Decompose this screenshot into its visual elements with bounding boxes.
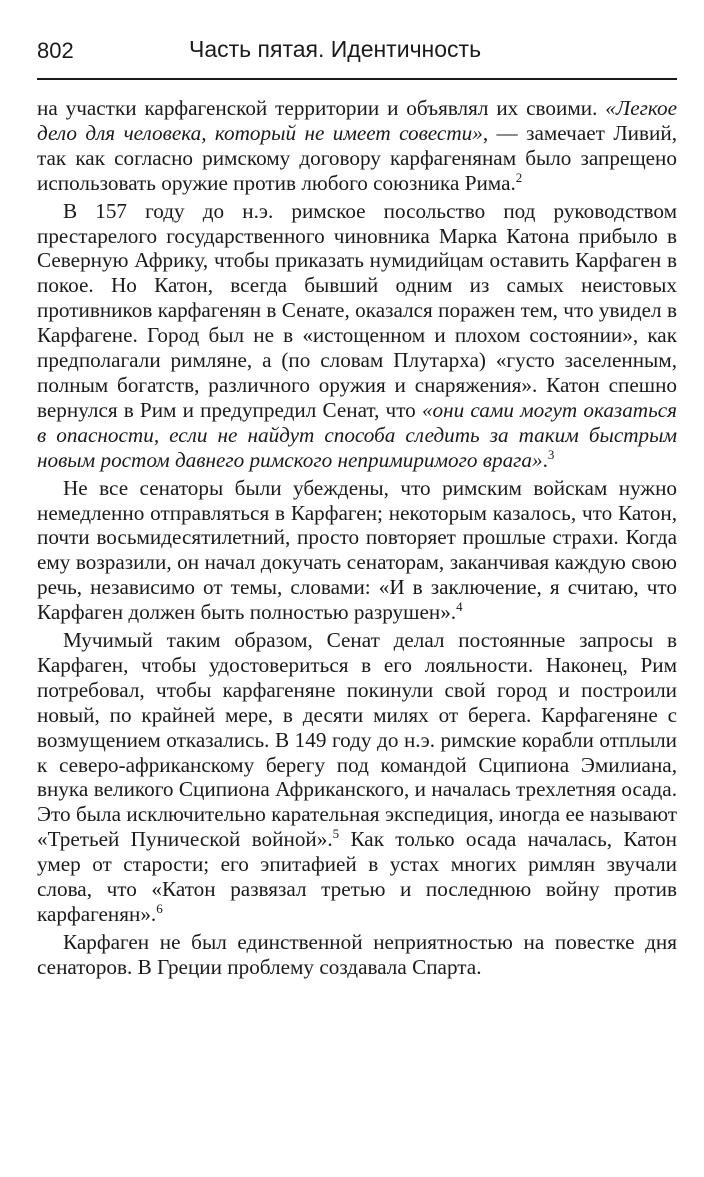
paragraph	[37, 96, 677, 196]
text-run: Не все сенаторы были убеждены, что римским войскам нужно немедленно отправляться в Карфаген; некоторым казалось, что Катон, почти восьмидесятилетний, просто повторяет прошлые страхи. Когда ему возразили, он начал докучать сенаторам, заканчивая каждую свою речь, независимо от темы, словами: «И в заключение, я считаю, что Карфаген должен быть полностью разрушен».	[37, 475, 677, 625]
footnote-marker: 6	[156, 900, 163, 916]
footnote-marker: 4	[456, 599, 463, 615]
paragraph	[37, 199, 677, 473]
paragraph	[37, 628, 677, 927]
text-run: .	[542, 447, 548, 472]
page-header	[37, 34, 677, 74]
text-run: Мучимый таким образом, Сенат делал постоянные запросы в Карфаген, чтобы удостовериться в его лояльности. Наконец, Рим потребовал, чтобы карфагеняне покинули свой город и построили новый, по крайней мере, в десяти милях от берега. Карфагеняне с возмущением отказались. В 149 году до н.э. римские корабли отплыли к северо-африканскому берегу под командой Сципиона Эмилиана, внука великого Сципиона Африканского, и началась трехлетняя осада. Это была исключительно карательная экспедиция, иногда ее называют «Третьей Пунической войной».	[37, 628, 677, 852]
footnote-marker: 5	[332, 826, 340, 842]
text-run: Как только осада началась, Катон умер от старости; его эпитафией в устах многих римлян звучали слова, что «Катон развязал третью и последнюю войну против карфагенян».	[37, 827, 677, 926]
footnote-marker: 2	[515, 169, 523, 185]
running-head: Часть пятая. Идентичность	[189, 36, 482, 62]
paragraph	[37, 476, 677, 625]
italic-quote: «Легкое дело для человека, который не имеет совести»	[37, 96, 677, 145]
text-run: В 157 году до н.э. римское посольство под руководством престарелого государственного чиновника Марка Катона прибыло в Северную Африку, чтобы приказать нумидийцам оставить Карфаген в покое. Но Катон, всегда бывший одним из самых неистовых противников карфагенян в Сенате, оказался поражен тем, что увидел в Карфагене. Город был не в «истощенном и плохом состоянии», как предполагали римляне, а (по словам Плутарха) «густо заселенным, полным богатств, различного оружия и снаряжения». Катон спешно вернулся в Рим и предупредил Сенат, что	[37, 198, 677, 422]
italic-quote: «они сами могут оказаться в опасности, если не найдут способа следить за таким быстрым новым ростом давнего римского непримиримого врага»	[37, 397, 677, 472]
text-run: на участки карфагенской территории и объявлял их своими.	[37, 96, 606, 120]
page-number: 802	[37, 38, 74, 63]
text-run: , — замечает Ливий, так как согласно римскому договору карфагенянам было запрещено использовать оружие против любого союзника Рима.	[37, 120, 678, 195]
header-rule	[37, 78, 677, 80]
text-run: Карфаген не был единственной неприятностью на повестке дня сенаторов. В Греции проблему создавала Спарта.	[37, 929, 677, 979]
footnote-marker: 3	[547, 446, 555, 462]
paragraph	[37, 930, 677, 980]
body-text	[37, 96, 677, 980]
